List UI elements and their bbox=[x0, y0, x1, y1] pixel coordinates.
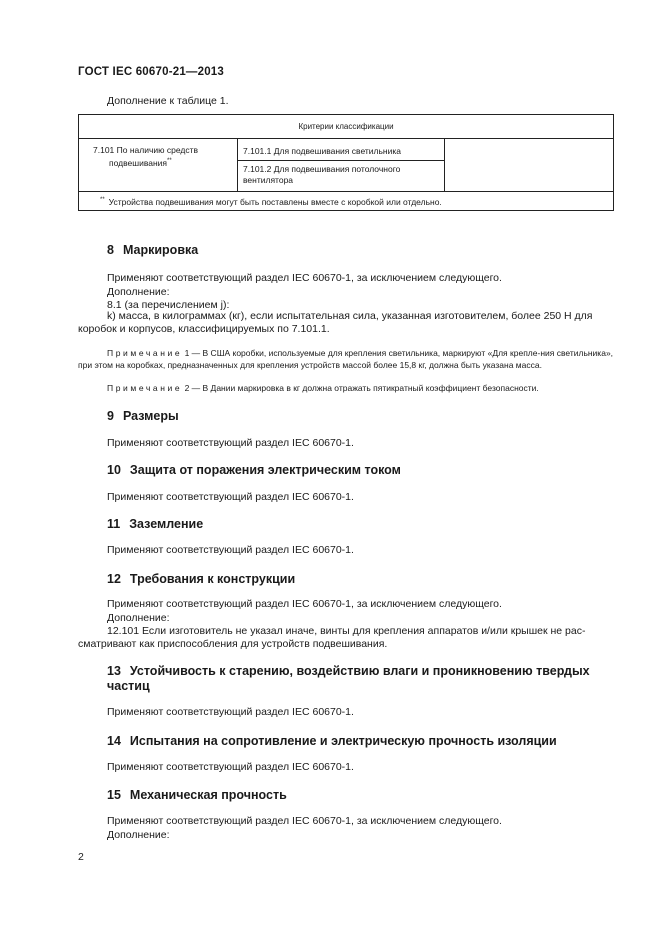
section-title: Испытания на сопротивление и электрическую прочность изоляции bbox=[129, 734, 557, 748]
section-heading-8 bbox=[107, 243, 198, 257]
criterion-line-2: подвешивания bbox=[109, 157, 168, 168]
table-cell-7-101-2 bbox=[238, 161, 445, 191]
section-title: Устойчивость к старению, воздействию влаги и проникновению твердых bbox=[129, 664, 590, 678]
section-heading-14 bbox=[107, 734, 557, 748]
section-number: 15 bbox=[107, 788, 121, 802]
paragraph-line: 8.1 (за перечислением j): bbox=[107, 299, 230, 311]
section-12-text bbox=[107, 598, 585, 639]
paragraph-line: Дополнение: bbox=[107, 828, 170, 841]
page-number: 2 bbox=[78, 851, 84, 863]
section-9-text: Применяют соответствующий раздел IEC 60670-1. bbox=[107, 437, 354, 449]
item-k-continued bbox=[78, 323, 330, 337]
criterion-line-1: 7.101 По наличию средств bbox=[93, 145, 199, 155]
paragraph-line: Применяют соответствующий раздел IEC 60670-1, за исключением следующего. bbox=[107, 598, 502, 610]
section-heading-10 bbox=[107, 463, 401, 477]
section-number: 9 bbox=[107, 409, 114, 423]
section-title: Требования к конструкции bbox=[129, 572, 296, 586]
item-k-line-2: коробок и корпусов, классифицируемых по 7.101.1. bbox=[78, 323, 330, 335]
paragraph-line: Дополнение: bbox=[107, 285, 170, 298]
section-number: 12 bbox=[107, 572, 121, 586]
table-cell-criterion bbox=[79, 139, 238, 191]
section-number: 14 bbox=[107, 734, 121, 748]
section-title: Маркировка bbox=[122, 243, 199, 257]
table-cell-7-101-1: 7.101.1 Для подвешивания светильника bbox=[238, 139, 445, 161]
classification-table bbox=[78, 114, 614, 211]
paragraph-line: Применяют соответствующий раздел IEC 60670-1, за исключением следующего. bbox=[107, 272, 502, 284]
section-number: 10 bbox=[107, 463, 121, 477]
section-number: 8 bbox=[107, 243, 114, 257]
note-text: 2 — В Дании маркировка в кг должна отражать пятикратный коэффициент безопасности. bbox=[184, 383, 539, 393]
footnote-text: Устройства подвешивания могут быть поставлены вместе с коробкой или отдельно. bbox=[108, 197, 442, 207]
section-heading-13 bbox=[107, 664, 590, 693]
note-label: Примечание bbox=[107, 348, 183, 358]
section-8-text bbox=[107, 272, 502, 313]
section-11-text: Применяют соответствующий раздел IEC 60670-1. bbox=[107, 544, 354, 556]
section-heading-11 bbox=[107, 517, 203, 531]
table-footnote bbox=[79, 191, 613, 211]
section-12-continued: сматривают как приспособления для устройств подвешивания. bbox=[78, 638, 388, 650]
item-k bbox=[107, 310, 615, 324]
document-header: ГОСТ IEC 60670-21—2013 bbox=[78, 66, 224, 78]
section-heading-line bbox=[107, 664, 590, 678]
criterion-line-2-wrap bbox=[93, 156, 237, 169]
section-title-continued: частиц bbox=[107, 679, 150, 693]
section-title: Размеры bbox=[122, 409, 179, 423]
paragraph-line: Дополнение: bbox=[107, 611, 170, 624]
footnote-mark: ** bbox=[100, 197, 105, 204]
section-14-text: Применяют соответствующий раздел IEC 60670-1. bbox=[107, 761, 354, 773]
table-header: Критерии классификации bbox=[79, 115, 613, 139]
note-2 bbox=[78, 383, 615, 395]
paragraph-line: 12.101 Если изготовитель не указал иначе, винты для крепления аппаратов и/или крышек не рас- bbox=[107, 625, 586, 637]
note-text: 1 — В США коробки, используемые для крепления светильника, маркируют «Для крепле-ния светильника», при этом на коробках, предназначенных для крепления устройств массой более 15,8 кг, должна быть указана масса. bbox=[78, 348, 614, 370]
section-title: Заземление bbox=[129, 517, 204, 531]
section-number: 11 bbox=[107, 517, 121, 531]
item-k-line-1: k) масса, в килограммах (кг), если испытательная сила, указанная изготовителем, более 250 Н для bbox=[107, 310, 593, 322]
cell-line-2: вентилятора bbox=[243, 175, 294, 185]
section-10-text: Применяют соответствующий раздел IEC 60670-1. bbox=[107, 491, 354, 503]
footnote-mark: ** bbox=[167, 158, 172, 164]
section-heading-15 bbox=[107, 788, 287, 802]
section-15-text bbox=[107, 815, 502, 842]
table-caption: Дополнение к таблице 1. bbox=[107, 95, 229, 107]
section-title: Защита от поражения электрическим током bbox=[129, 463, 401, 477]
paragraph-line: Применяют соответствующий раздел IEC 60670-1, за исключением следующего. bbox=[107, 815, 502, 827]
section-number: 13 bbox=[107, 664, 121, 678]
note-1 bbox=[78, 348, 615, 371]
section-title: Механическая прочность bbox=[129, 788, 287, 802]
cell-line-1: 7.101.2 Для подвешивания потолочного bbox=[243, 164, 401, 174]
section-13-text: Применяют соответствующий раздел IEC 60670-1. bbox=[107, 706, 354, 718]
note-label: Примечание bbox=[107, 383, 183, 393]
section-heading-12 bbox=[107, 572, 295, 586]
section-heading-9 bbox=[107, 409, 179, 423]
